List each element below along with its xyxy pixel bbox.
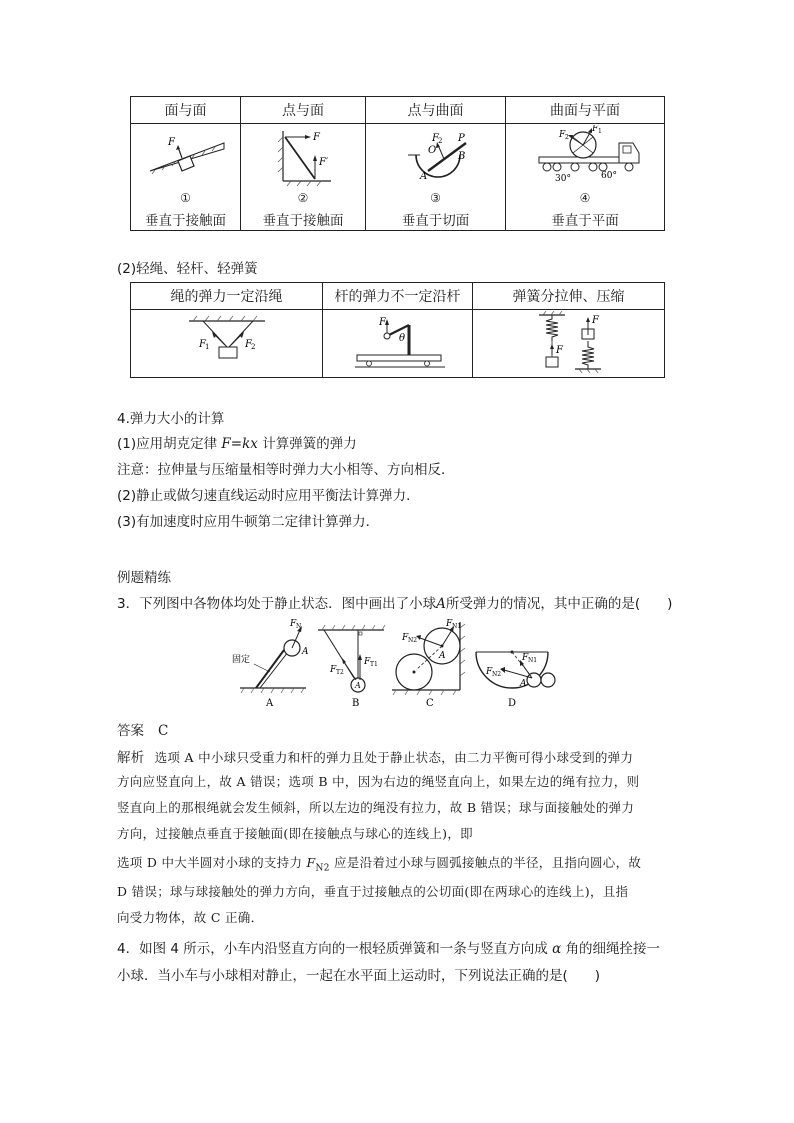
newton-line: (3)有加速度时应用牛顿第二定律计算弹力． [117,514,380,530]
hooke-law-prefix: (1)应用胡克定律 [117,436,222,452]
ball-A-label: A [520,679,527,689]
cell-point-curve [366,124,506,231]
force-FN2-label: F [402,633,409,643]
figure-C-label: C [426,698,434,709]
note-line: 注意：拉伸量与压缩量相等时弹力大小相等、方向相反． [117,462,455,478]
analysis-line-1 [117,746,633,766]
hooke-law-suffix: 计算弹簧的弹力 [257,436,357,452]
rod-wall-figure [243,125,363,187]
force-FT1-label: F [364,657,371,667]
analysis-line-7: 向受力物体，故 C 正确． [117,910,264,925]
header-curve-plane: 曲面与平面 [506,97,665,124]
force-F2-subscript: 2 [437,137,442,145]
force-F1-label: F [592,125,599,134]
contact-type-table [130,96,665,231]
answer-label: 答案 [117,723,144,739]
figure-C [392,619,465,709]
figure-A-label: A [266,698,274,709]
header-spring: 弹簧分拉伸、压缩 [473,283,665,310]
force-FT2-subscript: T2 [336,669,344,676]
cell-face-face [131,124,241,231]
equilibrium-line: (2)静止或做匀速直线运动时应用平衡法计算弹力． [117,488,420,504]
header-rod: 杆的弹力不一定沿杆 [323,283,473,310]
caption-3: 垂直于切面 [401,213,470,229]
analysis-5-subscript: N2 [315,863,330,874]
force-F-prime-label: F′ [319,157,329,168]
header-point-face: 点与面 [241,97,366,124]
force-FN-subscript: N [296,623,302,630]
cell-rope [131,310,323,378]
caption-2: 垂直于接触面 [262,213,344,229]
force-FN2-subscript: N2 [408,637,418,644]
force-F1-subscript: 1 [598,128,602,135]
point-B-label: B [457,151,465,162]
rope-figure [167,311,287,373]
example-heading: 例题精练 [117,570,171,586]
cell-rod [323,310,473,378]
ball-A-label: A [355,681,361,690]
caption-1: 垂直于接触面 [145,213,226,229]
figure-number-4: ④ [579,191,591,205]
force-FN1-label: F [446,619,453,629]
incline-block-figure [132,125,240,187]
rod-bowl-figure [376,125,496,187]
point-O-label: O [427,145,436,156]
figure-B [318,625,385,709]
cell-curve-plane [506,124,665,231]
force-FN1-subscript: N1 [528,657,538,664]
question-4-suffix: 角的细绳拴接一 [561,941,660,957]
force-F2-label: F [431,133,439,144]
force-F1-subscript: 1 [204,342,209,351]
spring-figure [509,311,629,373]
force-FT2-label: F [330,665,337,675]
figure-number-3: ③ [430,191,441,205]
angle-30-label: 30° [555,174,571,184]
ball-A-label: A [302,647,309,657]
force-F-label: F [167,137,175,148]
analysis-text-1: 选项 A 中小球只受重力和杆的弹力且处于静止状态，由二力平衡可得小球受到的弹力 [154,750,634,765]
header-point-curve: 点与曲面 [366,97,506,124]
cell-spring [473,310,665,378]
force-F2-label: F [244,338,252,350]
force-F-top-label: F [591,314,599,326]
point-P-label: P [457,133,465,144]
force-FN-label: F [290,619,297,629]
cell-point-face [241,124,366,231]
analysis-5-suffix: 应是沿着过小球与圆弧接触点的半径，且指向圆心，故 [329,855,642,870]
figure-number-1: ① [180,191,191,205]
figure-number-2: ② [297,191,309,205]
point-A-label: A [419,171,427,182]
header-face-face: 面与面 [131,97,241,124]
rope-rod-spring-table [130,282,665,378]
force-F-label: F [378,316,386,328]
analysis-line-3: 竖直向上的那根绳就会发生倾斜，所以左边的绳没有拉力，故 B 错误；球与面接触处的弹力 [117,800,635,815]
analysis-line-2: 方向应竖直向上，故 A 错误；选项 B 中，因为右边的绳竖直向上，如果左边的绳有拉力，则 [117,774,640,789]
force-F2-subscript: 2 [250,342,255,351]
force-F-label: F [313,132,320,143]
header-rope: 绳的弹力一定沿绳 [131,283,323,310]
section-4-title: 4.弹力大小的计算 [117,411,225,427]
question-4-line-2: 小球．当小车与小球相对静止，一起在水平面上运动时，下列说法正确的是( ) [117,968,601,984]
figure-D [476,651,555,710]
force-FN2-label: F [486,667,493,677]
force-F-bottom-label: F [555,344,563,356]
force-FN2-subscript: N2 [492,671,502,678]
hooke-formula: F=kx [221,436,258,452]
force-FN1-label: F [522,653,529,663]
analysis-5-force: F [306,855,316,870]
figure-A [232,619,309,709]
angle-theta-label: θ [398,332,405,344]
angle-60-label: 60° [601,171,617,181]
question-3 [117,592,672,612]
question-4-alpha: α [552,941,562,957]
analysis-label: 解析 [117,750,145,766]
rod-figure [333,311,463,373]
analysis-line-4: 方向，过接触点垂直于接触面(即在接触点与球心的连线上)，即 [117,826,473,841]
analysis-line-5 [117,853,641,874]
example-figures [232,618,572,710]
force-FN1-subscript: N1 [452,623,462,630]
analysis-5-prefix: 选项 D 中大半圆对小球的支持力 [117,855,307,870]
caption-4: 垂直于平面 [551,213,619,229]
answer-value: C [158,723,169,739]
answer-line [117,719,168,739]
force-F2-subscript: 2 [565,134,569,141]
question-4-prefix: 4．如图 4 所示，小车内沿竖直方向的一根轻质弹簧和一条与竖直方向成 [117,941,553,957]
force-F1-label: F [198,338,206,350]
force-F2-label: F [559,130,566,140]
analysis-line-6: D 错误；球与球接触处的弹力方向，垂直于过接触点的公切面(即在两球心的连线上)，且指 [117,884,629,899]
section-2-title: (2)轻绳、轻杆、轻弹簧 [117,261,258,277]
question-3-suffix: 所受弹力的情况，其中正确的是( ) [445,596,673,612]
question-4-line-1 [117,937,660,957]
figure-D-label: D [508,698,517,709]
force-FT1-subscript: T1 [370,661,378,668]
fixed-label: 固定 [232,655,251,665]
hooke-law-line [117,432,357,452]
question-3-ball-A: A [436,596,446,612]
mixer-truck-figure [525,125,645,187]
ball-A-label: A [439,651,446,661]
question-3-prefix: 3．下列图中各物体均处于静止状态．图中画出了小球 [117,596,437,612]
figure-B-label: B [352,698,360,709]
